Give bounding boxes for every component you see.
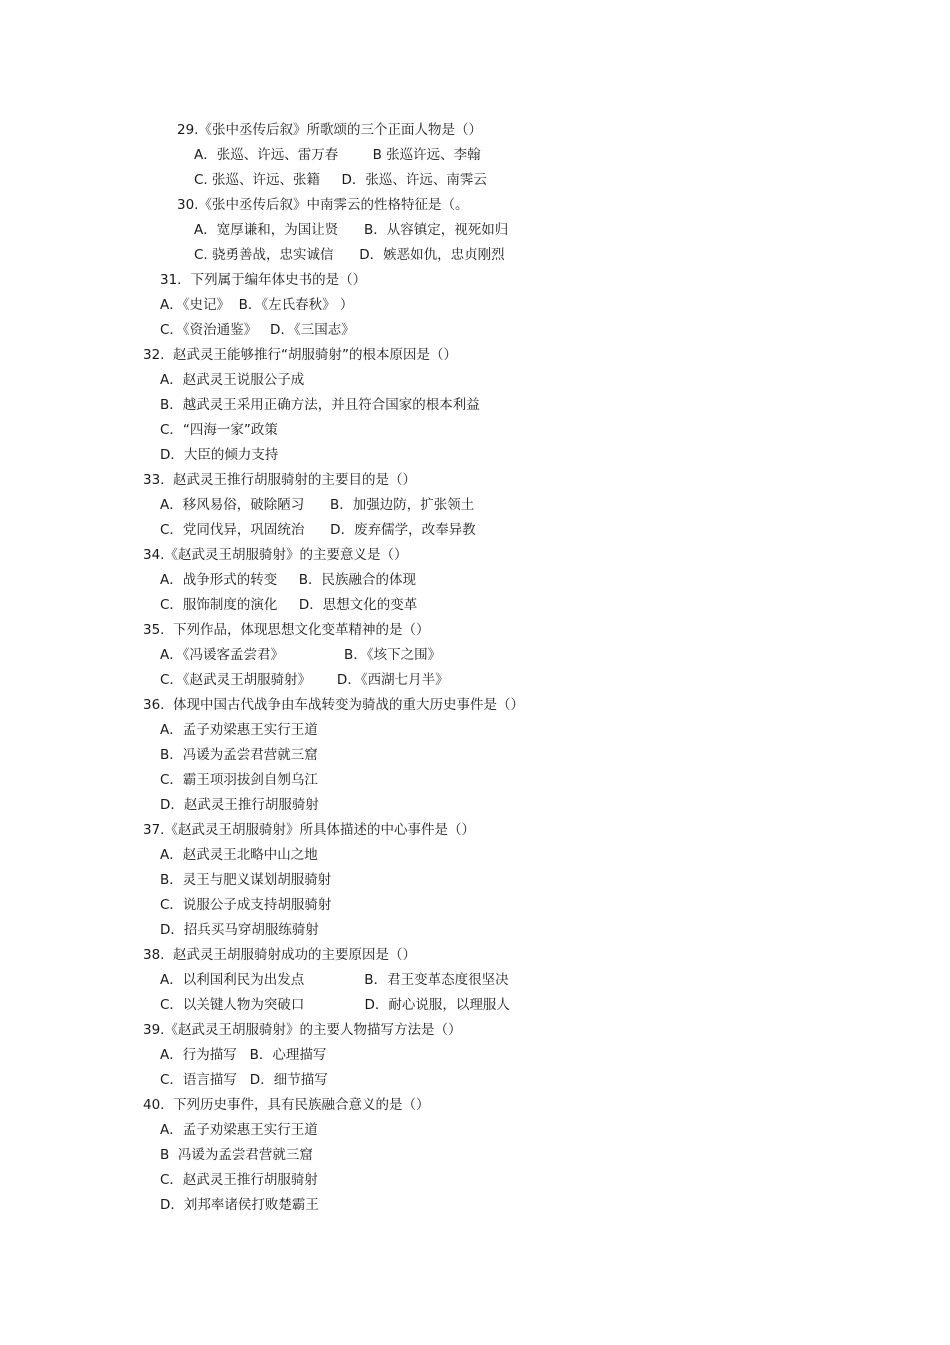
option-line: C. 骁勇善战，忠实诚信 D．嫉恶如仇，忠贞刚烈 bbox=[194, 247, 505, 263]
option-line: A．赵武灵王说服公子成 bbox=[160, 372, 305, 388]
option-line: C．“四海一家”政策 bbox=[160, 422, 278, 438]
option-line: C. 张巡、许远、张籍 D．张巡、许远、南霁云 bbox=[194, 172, 487, 188]
option-line: A．孟子劝梁惠王实行王道 bbox=[160, 1122, 318, 1138]
question-39: 39.《赵武灵王胡服骑射》的主要人物描写方法是（） bbox=[143, 1022, 462, 1038]
option-line: D．赵武灵王推行胡服骑射 bbox=[160, 797, 319, 813]
option-line: B．冯谖为孟尝君营就三窟 bbox=[160, 747, 318, 763]
question-31: 31．下列属于编年体史书的是（） bbox=[160, 272, 367, 288]
option-line: A．宽厚谦和，为国让贤 B．从容镇定，视死如归 bbox=[194, 222, 509, 238]
option-line: A．赵武灵王北略中山之地 bbox=[160, 847, 318, 863]
option-line: B．越武灵王采用正确方法，并且符合国家的根本利益 bbox=[160, 397, 480, 413]
question-29: 29.《张中丞传后叙》所歌颂的三个正面人物是（） bbox=[177, 122, 482, 138]
question-37: 37.《赵武灵王胡服骑射》所具体描述的中心事件是（） bbox=[143, 822, 475, 838]
option-line: C．霸王项羽拔剑自刎乌江 bbox=[160, 772, 318, 788]
option-line: A．以利国利民为出发点 B．君王变革态度很坚决 bbox=[160, 972, 509, 988]
option-line: D．大臣的倾力支持 bbox=[160, 447, 279, 463]
option-line: A．《史记》 B．《左氏春秋》 ） bbox=[160, 297, 354, 313]
question-34: 34.《赵武灵王胡服骑射》的主要意义是（） bbox=[143, 547, 408, 563]
option-line: A．张巡、许远、雷万春 B 张巡许远、李翰 bbox=[194, 147, 481, 163]
option-line: A．战争形式的转变 B．民族融合的体现 bbox=[160, 572, 416, 588]
option-line: C．赵武灵王推行胡服骑射 bbox=[160, 1172, 318, 1188]
option-line: A．移风易俗，破除陋习 B．加强边防，扩张领土 bbox=[160, 497, 475, 513]
question-33: 33. 赵武灵王推行胡服骑射的主要目的是（） bbox=[143, 472, 417, 488]
option-line: B．灵王与肥义谋划胡服骑射 bbox=[160, 872, 332, 888]
option-line: C．服饰制度的演化 D．思想文化的变革 bbox=[160, 597, 418, 613]
option-line: C．党同伐异，巩固统治 D．废弃儒学，改奉异教 bbox=[160, 522, 476, 538]
option-line: D．刘邦率诸侯打败楚霸王 bbox=[160, 1197, 319, 1213]
option-line: A．孟子劝梁惠王实行王道 bbox=[160, 722, 318, 738]
question-35: 35. 下列作品，体现思想文化变革精神的是（） bbox=[143, 622, 430, 638]
option-line: C．语言描写 D．细节描写 bbox=[160, 1072, 328, 1088]
option-line: C．《赵武灵王胡服骑射》 D．《西湖七月半》 bbox=[160, 672, 449, 688]
option-line: D．招兵买马穿胡服练骑射 bbox=[160, 922, 319, 938]
question-40: 40. 下列历史事件，具有民族融合意义的是（） bbox=[143, 1097, 430, 1113]
option-line: A．《冯谖客孟尝君》 B．《垓下之围》 bbox=[160, 647, 442, 663]
option-line: C．《资治通鉴》 D．《三国志》 bbox=[160, 322, 355, 338]
question-36: 36. 体现中国古代战争由车战转变为骑战的重大历史事件是（） bbox=[143, 697, 525, 713]
option-line: C．说服公子成支持胡服骑射 bbox=[160, 897, 332, 913]
option-line: A．行为描写 B．心理描写 bbox=[160, 1047, 327, 1063]
option-line: C．以关键人物为突破口 D．耐心说服，以理服人 bbox=[160, 997, 510, 1013]
question-32: 32. 赵武灵王能够推行“胡服骑射”的根本原因是（） bbox=[143, 347, 458, 363]
option-line: B 冯谖为孟尝君营就三窟 bbox=[160, 1147, 313, 1163]
question-38: 38. 赵武灵王胡服骑射成功的主要原因是（） bbox=[143, 947, 417, 963]
question-30: 30.《张中丞传后叙》中南霁云的性格特征是（。 bbox=[177, 197, 469, 213]
